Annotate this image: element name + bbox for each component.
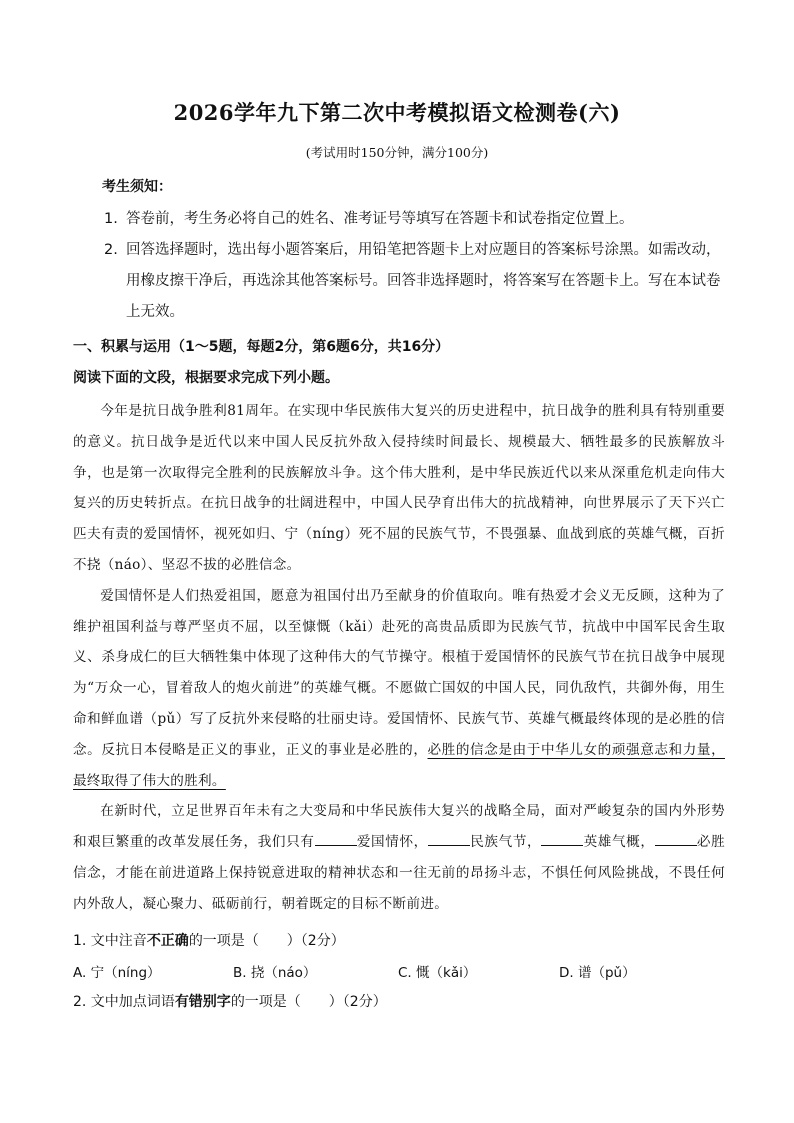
passage-text: 爱国情怀， (356, 834, 428, 851)
section-heading: 一、积累与运用（1～5题，每题2分，第6题6分，共16分） (73, 339, 450, 355)
notice-item-number: 2. (104, 242, 118, 258)
passage-text: 英雄气概， (583, 834, 655, 851)
notice-item (104, 204, 724, 235)
notice-item (104, 235, 724, 328)
question-1 (73, 930, 345, 950)
option-b[interactable]: B. 挠（náo） (233, 965, 317, 981)
notice-item-text: 回答选择题时，选出每小题答案后，用铅笔把答题卡上对应题目的答案标号涂黑。如需改动，用橡皮擦干净后，再选涂其他答案标号。回答非选择题时，将答案写在答题卡上。写在本试卷上无效。 (126, 242, 721, 320)
question-emphasis: 有错别字 (174, 994, 231, 1010)
question-text: 的一项是（ ）（2分） (230, 994, 387, 1010)
passage-paragraph-3 (73, 796, 725, 919)
notice-item-text: 答卷前，考生务必将自己的姓名、准考证号等填写在答题卡和试卷指定位置上。 (126, 211, 634, 227)
question-text: 的一项是（ ）（2分） (188, 933, 345, 949)
question-emphasis: 不正确 (146, 933, 189, 949)
passage-paragraph-2 (73, 581, 725, 797)
question-2 (73, 991, 387, 1011)
underlined-sentence: 必胜的信念是由于中华儿女的顽强意志和力量，最终取得了伟大的胜利。 (73, 741, 725, 789)
option-d[interactable]: D. 谱（pǔ） (559, 965, 636, 981)
exam-title: 2026学年九下第二次中考模拟语文检测卷(六) (173, 100, 621, 125)
passage-text: 必胜信念，才能在前进道路上保持锐意进取的精神状态和一往无前的昂扬斗志，不惧任何风险挑战，不畏任何内外敌人，凝心聚力、砥砺前行，朝着既定的目标不断前进。 (73, 834, 726, 912)
fill-blank (655, 833, 697, 846)
fill-blank (428, 833, 470, 846)
fill-blank (315, 833, 357, 846)
passage-text: 爱国情怀是人们热爱祖国，愿意为祖国付出乃至献身的价值取向。唯有热爱才会义无反顾，这种为了维护祖国利益与尊严坚贞不屈，以至慷慨（kǎi）赴死的高贵品质即为民族气节，抗战中中国军民舍生取义、杀身成仁的巨大牺牲集中体现了这种伟大的气节操守。根植于爱国情怀的民族气节在抗日战争中展现为“万众一心，冒着敌人的炮火前进”的英雄气概。不愿做亡国奴的中国人民，同仇敌忾，共御外侮，用生命和鲜血谱（pǔ）写了反抗外来侵略的壮丽史诗。爱国情怀、民族气节、英雄气概最终体现的是必胜的信念。反抗日本侵略是正义的事业，正义的事业是必胜的， (73, 587, 725, 758)
reading-passage (73, 396, 725, 920)
reading-instruction: 阅读下面的文段，根据要求完成下列小题。 (73, 370, 339, 386)
passage-paragraph-1: 今年是抗日战争胜利81周年。在实现中华民族伟大复兴的历史进程中，抗日战争的胜利具有特别重要的意义。抗日战争是近代以来中国人民反抗外敌入侵持续时间最长、规模最大、牺牲最多的民族解放斗争，也是第一次取得完全胜利的民族解放斗争。这个伟大胜利，是中华民族近代以来从深重危机走向伟大复兴的历史转折点。在抗日战争的壮阔进程中，中国人民孕育出伟大的抗战精神，向世界展示了天下兴亡匹夫有责的爱国情怀，视死如归、宁（níng）死不屈的民族气节，不畏强暴、血战到底的英雄气概，百折不挠（náo）、坚忍不拔的必胜信念。 (73, 403, 725, 573)
notice-list (104, 204, 724, 328)
exam-subtitle: (考试用时150分钟，满分100分) (305, 145, 489, 160)
passage-text: 民族气节， (469, 834, 542, 851)
option-c[interactable]: C. 慨（kǎi） (398, 965, 477, 981)
notice-item-number: 1. (104, 211, 118, 227)
question-text: 2. 文中加点词语 (73, 994, 175, 1010)
question-text: 1. 文中注音 (73, 933, 147, 949)
passage-text: 在新时代，立足世界百年未有之大变局和中华民族伟大复兴的战略全局，面对严峻复杂的国内外形势和艰巨繁重的改革发展任务，我们只有 (73, 803, 725, 851)
notice-heading: 考生须知： (102, 179, 172, 195)
option-a[interactable]: A. 宁（níng） (73, 965, 161, 981)
fill-blank (541, 833, 583, 846)
